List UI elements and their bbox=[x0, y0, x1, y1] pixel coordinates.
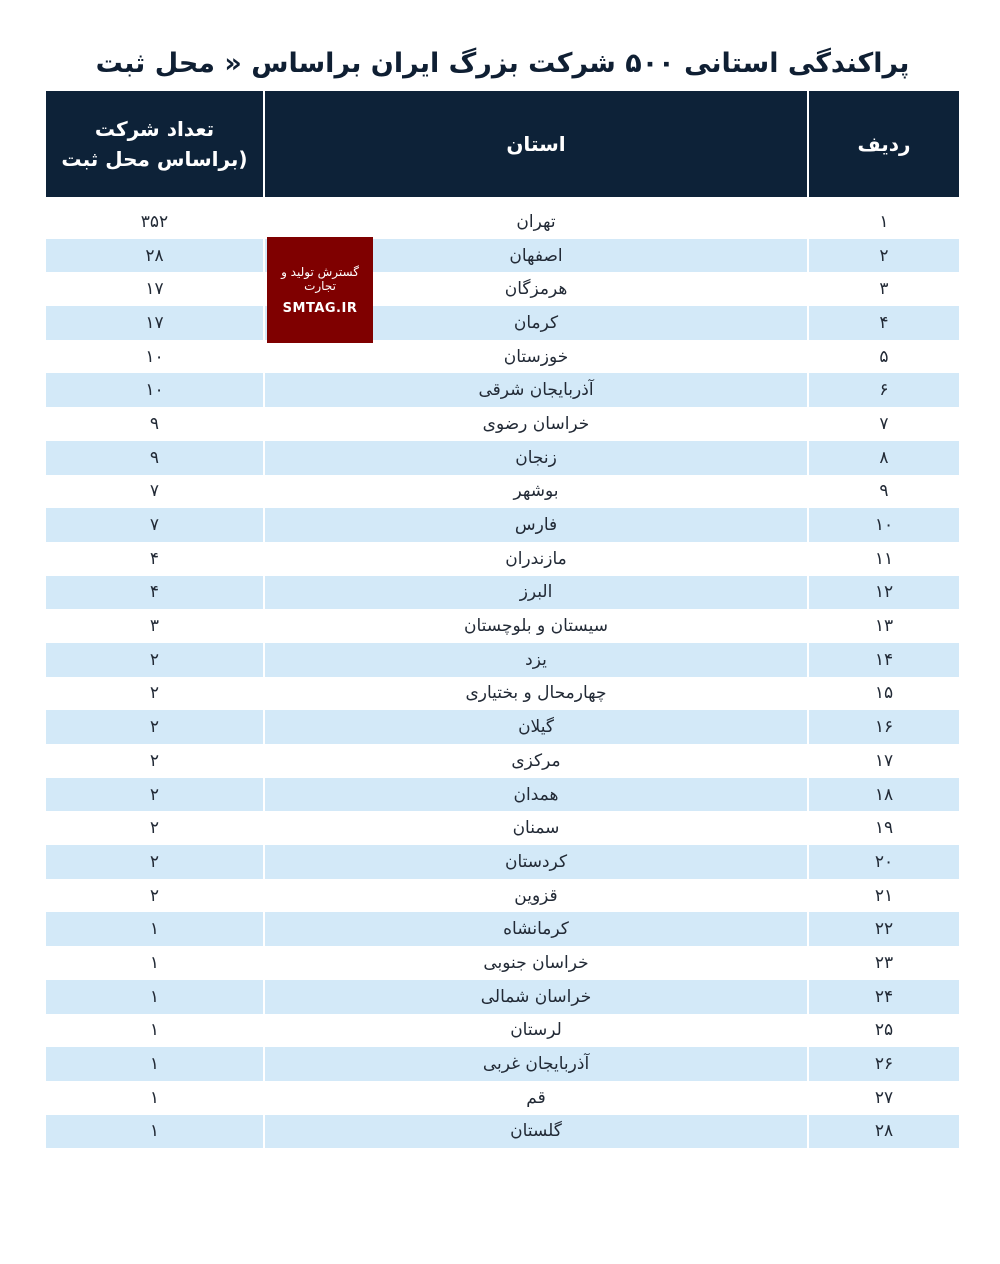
cell-province: تهران bbox=[264, 205, 808, 239]
cell-rank: ۱۴ bbox=[808, 643, 959, 677]
table-row bbox=[46, 609, 959, 643]
cell-rank: ۱۲ bbox=[808, 576, 959, 610]
table-row bbox=[46, 1047, 959, 1081]
province-table bbox=[46, 91, 959, 1148]
cell-rank: ۷ bbox=[808, 407, 959, 441]
table-row bbox=[46, 710, 959, 744]
cell-count: ۷ bbox=[46, 508, 264, 542]
page-title: پراکندگی استانی ۵۰۰ شرکت بزرگ ایران براساس « محل ثبت bbox=[95, 48, 910, 79]
cell-province: خراسان شمالی bbox=[264, 980, 808, 1014]
cell-province: خراسان رضوی bbox=[264, 407, 808, 441]
cell-rank: ۱۷ bbox=[808, 744, 959, 778]
cell-province: همدان bbox=[264, 778, 808, 812]
smtag-logo bbox=[267, 237, 373, 343]
cell-rank: ۲۸ bbox=[808, 1115, 959, 1149]
cell-count: ۴ bbox=[46, 576, 264, 610]
table-spacer bbox=[46, 197, 959, 205]
table-row bbox=[46, 912, 959, 946]
cell-count: ۲ bbox=[46, 744, 264, 778]
cell-rank: ۱ bbox=[808, 205, 959, 239]
cell-rank: ۲۴ bbox=[808, 980, 959, 1014]
cell-province: مازندران bbox=[264, 542, 808, 576]
cell-count: ۲ bbox=[46, 643, 264, 677]
cell-province: خراسان جنوبی bbox=[264, 946, 808, 980]
cell-count: ۲ bbox=[46, 778, 264, 812]
cell-count: ۲ bbox=[46, 811, 264, 845]
table-row bbox=[46, 340, 959, 374]
cell-count: ۳ bbox=[46, 609, 264, 643]
cell-count: ۱۷ bbox=[46, 272, 264, 306]
cell-province: کرمانشاه bbox=[264, 912, 808, 946]
header-count-line1: تعداد شرکت bbox=[94, 117, 215, 141]
cell-rank: ۶ bbox=[808, 373, 959, 407]
cell-count: ۳۵۲ bbox=[46, 205, 264, 239]
cell-count: ۱ bbox=[46, 946, 264, 980]
table-row bbox=[46, 373, 959, 407]
table-row bbox=[46, 778, 959, 812]
table-body bbox=[46, 197, 959, 1148]
header-province: استان bbox=[264, 91, 808, 197]
cell-rank: ۱۰ bbox=[808, 508, 959, 542]
cell-count: ۲ bbox=[46, 710, 264, 744]
cell-province: خوزستان bbox=[264, 340, 808, 374]
table-row bbox=[46, 980, 959, 1014]
table-row bbox=[46, 205, 959, 239]
cell-province: البرز bbox=[264, 576, 808, 610]
cell-province: لرستان bbox=[264, 1014, 808, 1048]
cell-count: ۱ bbox=[46, 912, 264, 946]
cell-count: ۹ bbox=[46, 407, 264, 441]
table-row bbox=[46, 1115, 959, 1149]
cell-rank: ۱۸ bbox=[808, 778, 959, 812]
cell-rank: ۲۰ bbox=[808, 845, 959, 879]
table-row bbox=[46, 677, 959, 711]
cell-rank: ۲۷ bbox=[808, 1081, 959, 1115]
table-row bbox=[46, 744, 959, 778]
cell-rank: ۱۹ bbox=[808, 811, 959, 845]
table-row bbox=[46, 1081, 959, 1115]
table-row bbox=[46, 441, 959, 475]
table-header-row bbox=[46, 91, 959, 197]
table-row bbox=[46, 879, 959, 913]
cell-count: ۲ bbox=[46, 879, 264, 913]
table-row bbox=[46, 576, 959, 610]
cell-rank: ۹ bbox=[808, 475, 959, 509]
cell-province: یزد bbox=[264, 643, 808, 677]
table-row bbox=[46, 239, 959, 273]
cell-province: مرکزی bbox=[264, 744, 808, 778]
cell-rank: ۵ bbox=[808, 340, 959, 374]
header-count-line2: (براساس محل ثبت bbox=[61, 147, 248, 171]
cell-rank: ۱۳ bbox=[808, 609, 959, 643]
table-row bbox=[46, 811, 959, 845]
cell-count: ۲۸ bbox=[46, 239, 264, 273]
cell-count: ۴ bbox=[46, 542, 264, 576]
header-count bbox=[46, 91, 264, 197]
cell-province: آذربایجان غربی bbox=[264, 1047, 808, 1081]
cell-province: زنجان bbox=[264, 441, 808, 475]
table-row bbox=[46, 306, 959, 340]
cell-province: سیستان و بلوچستان bbox=[264, 609, 808, 643]
cell-count: ۱ bbox=[46, 980, 264, 1014]
cell-rank: ۲۳ bbox=[808, 946, 959, 980]
cell-rank: ۲ bbox=[808, 239, 959, 273]
cell-province: چهارمحال و بختیاری bbox=[264, 677, 808, 711]
cell-count: ۱۰ bbox=[46, 373, 264, 407]
table-row bbox=[46, 272, 959, 306]
cell-province: کردستان bbox=[264, 845, 808, 879]
cell-count: ۱ bbox=[46, 1014, 264, 1048]
cell-province: گیلان bbox=[264, 710, 808, 744]
logo-text-en: SMTAG.IR bbox=[282, 301, 358, 316]
cell-count: ۱ bbox=[46, 1047, 264, 1081]
cell-count: ۱۷ bbox=[46, 306, 264, 340]
cell-province: آذربایجان شرقی bbox=[264, 373, 808, 407]
table-row bbox=[46, 508, 959, 542]
cell-province: سمنان bbox=[264, 811, 808, 845]
cell-count: ۱۰ bbox=[46, 340, 264, 374]
cell-province: فارس bbox=[264, 508, 808, 542]
cell-count: ۲ bbox=[46, 845, 264, 879]
cell-rank: ۲۶ bbox=[808, 1047, 959, 1081]
table-row bbox=[46, 407, 959, 441]
cell-rank: ۱۶ bbox=[808, 710, 959, 744]
cell-rank: ۸ bbox=[808, 441, 959, 475]
table-row bbox=[46, 475, 959, 509]
cell-count: ۲ bbox=[46, 677, 264, 711]
table-row bbox=[46, 845, 959, 879]
cell-rank: ۲۱ bbox=[808, 879, 959, 913]
cell-province: قزوین bbox=[264, 879, 808, 913]
cell-province: هرمزگان bbox=[264, 272, 808, 306]
cell-rank: ۲۲ bbox=[808, 912, 959, 946]
table-row bbox=[46, 542, 959, 576]
cell-province: اصفهان bbox=[264, 239, 808, 273]
cell-province: بوشهر bbox=[264, 475, 808, 509]
cell-province: قم bbox=[264, 1081, 808, 1115]
logo-text-fa: گسترش تولید و تجارت bbox=[281, 265, 359, 293]
cell-rank: ۱۵ bbox=[808, 677, 959, 711]
table-row bbox=[46, 946, 959, 980]
cell-count: ۱ bbox=[46, 1115, 264, 1149]
table-row bbox=[46, 1014, 959, 1048]
cell-count: ۹ bbox=[46, 441, 264, 475]
cell-rank: ۱۱ bbox=[808, 542, 959, 576]
table-row bbox=[46, 643, 959, 677]
cell-count: ۱ bbox=[46, 1081, 264, 1115]
cell-rank: ۴ bbox=[808, 306, 959, 340]
cell-rank: ۲۵ bbox=[808, 1014, 959, 1048]
cell-province: گلستان bbox=[264, 1115, 808, 1149]
cell-rank: ۳ bbox=[808, 272, 959, 306]
cell-count: ۷ bbox=[46, 475, 264, 509]
cell-province: کرمان bbox=[264, 306, 808, 340]
header-rank: ردیف bbox=[808, 91, 959, 197]
